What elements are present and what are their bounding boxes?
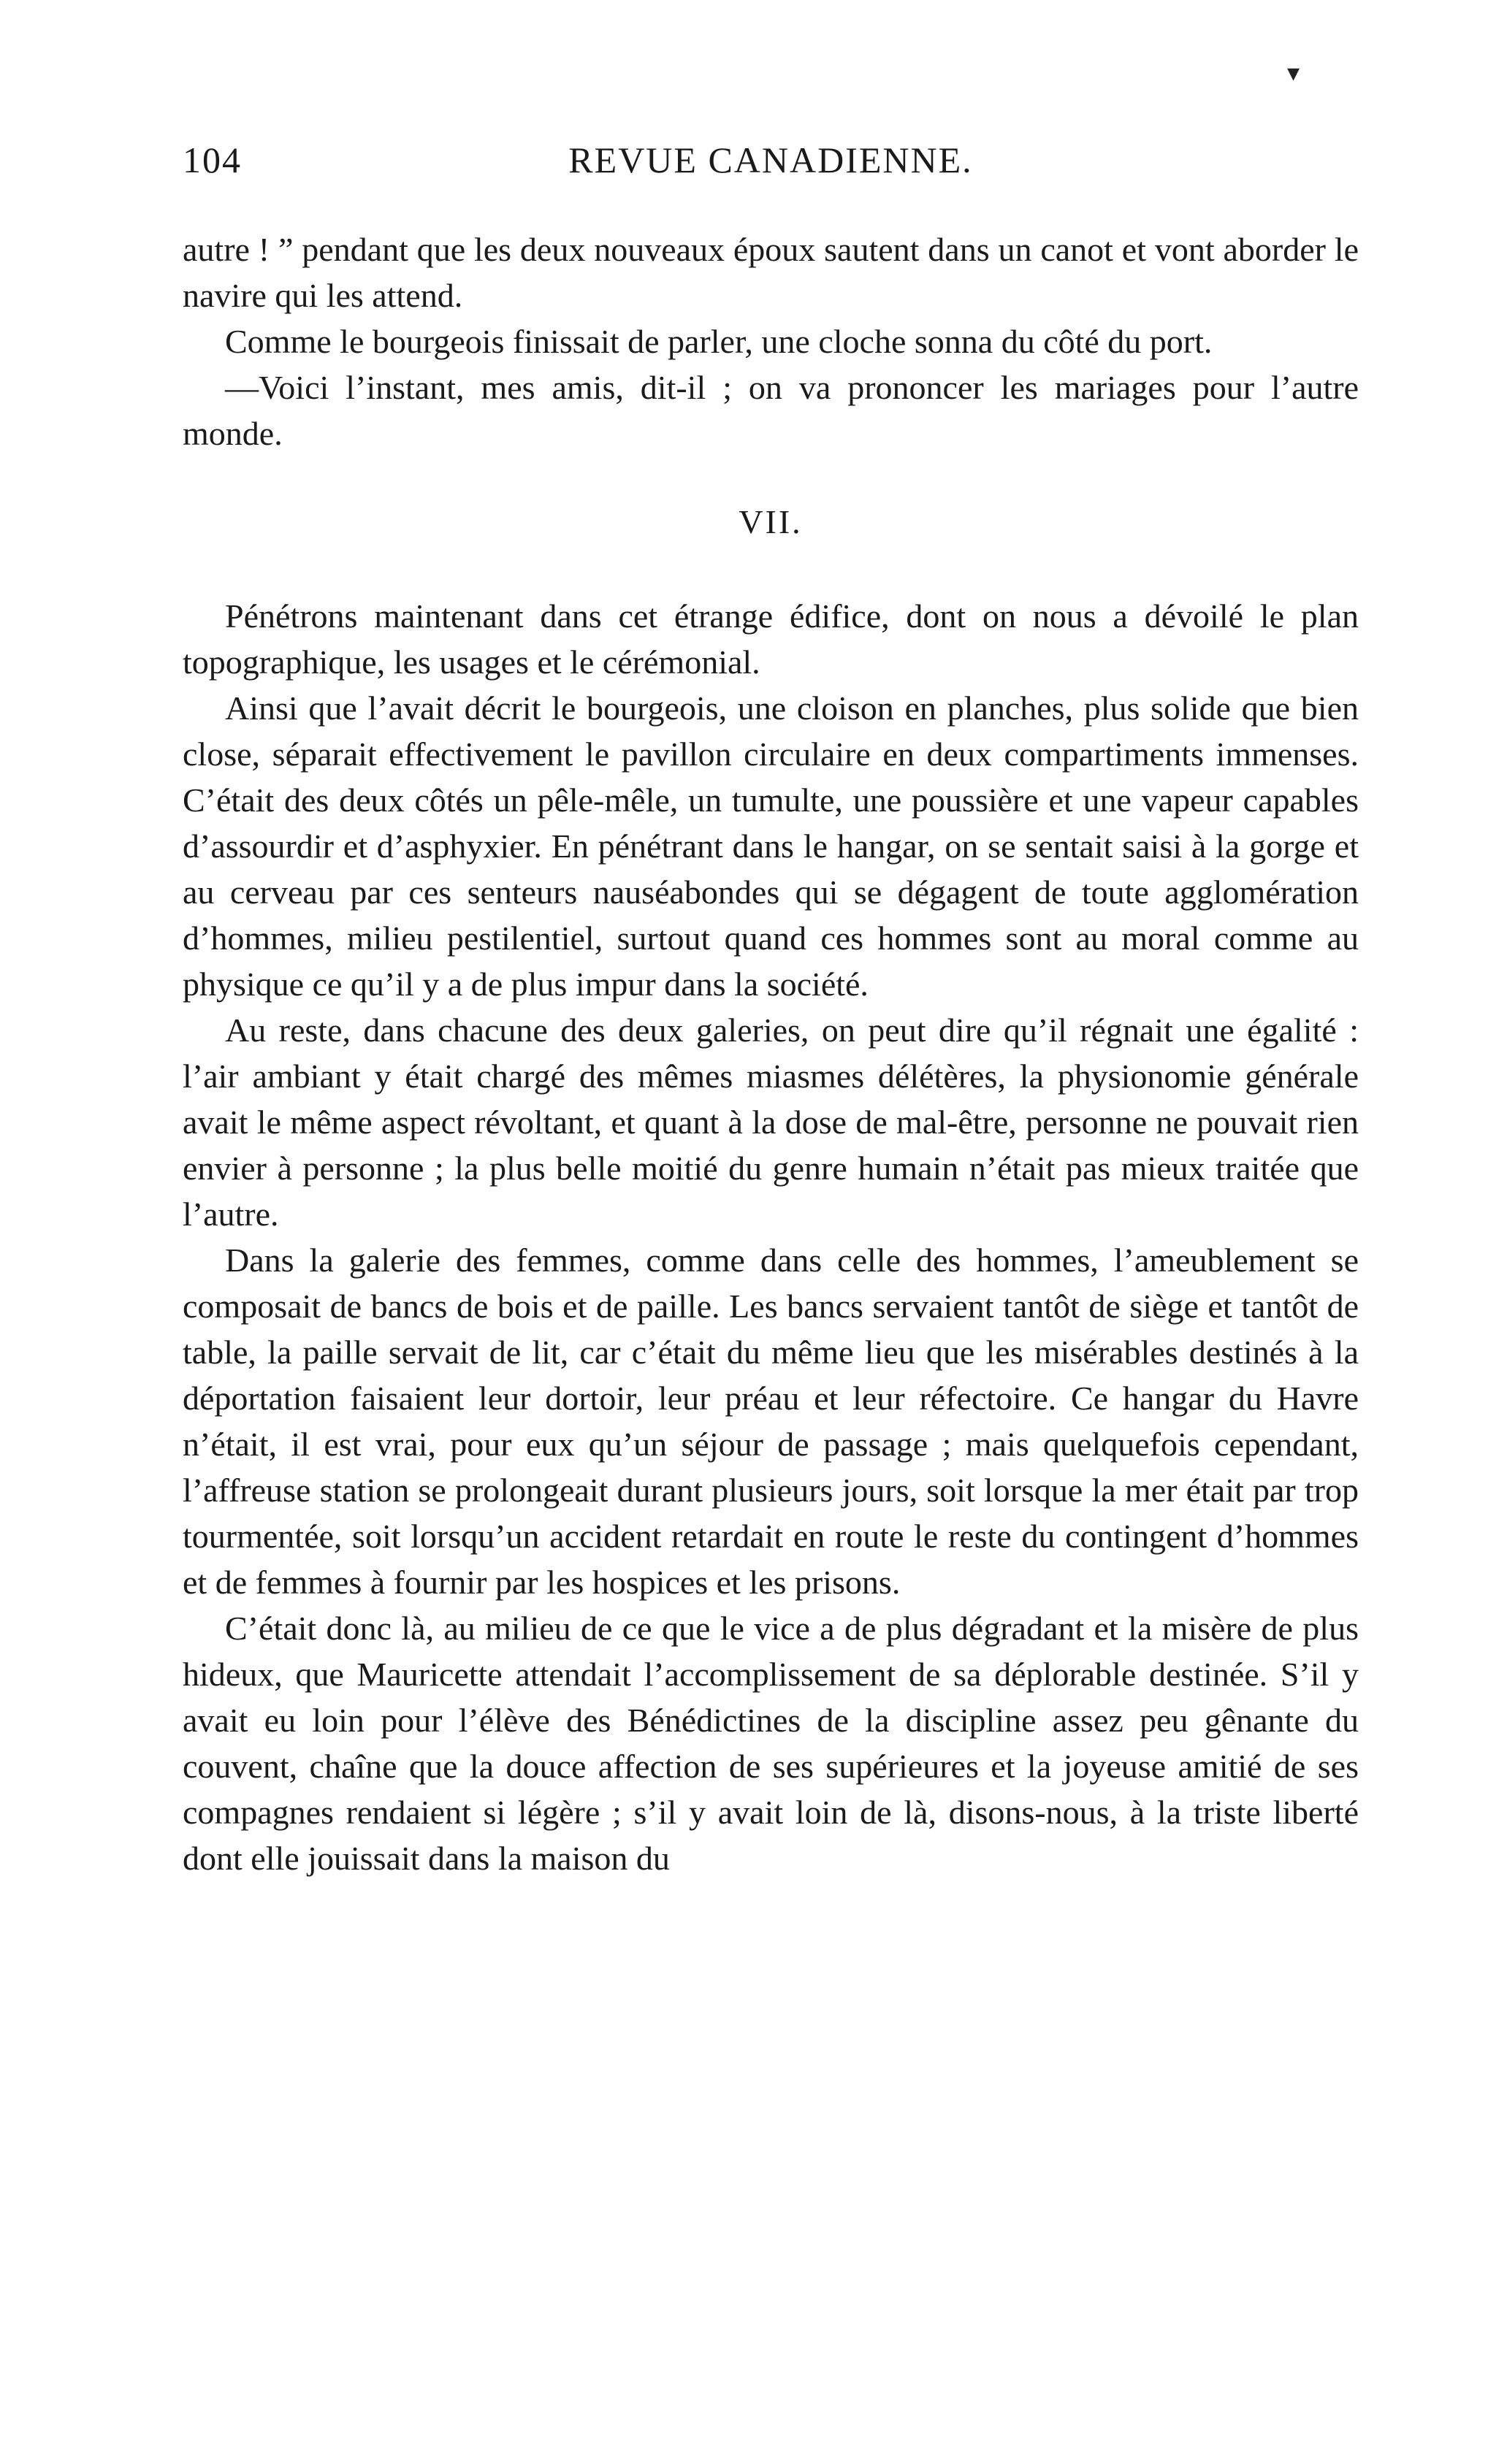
section-heading: VII. (739, 503, 803, 540)
paragraph: Au reste, dans chacune des deux galeries, on peut dire qu’il régnait une égalité : l’air ambiant y était chargé des mêmes miasmes délétères, la physionomie générale avait le même aspect révoltant, et quant à la dose de mal-être, personne ne pouvait rien envier à personne ; la plus belle moitié du genre humain n’était pas mieux traitée que l’autre. (183, 1011, 1359, 1233)
paragraph: —Voici l’instant, mes amis, dit-il ; on va prononcer les mariages pour l’autre monde. (183, 369, 1359, 452)
ink-speck: ▾ (1287, 60, 1300, 87)
paragraph: autre ! ” pendant que les deux nouveaux époux sautent dans un canot et vont aborder le navire qui les attend. (183, 231, 1359, 314)
page-number: 104 (183, 139, 242, 180)
running-head (183, 139, 1359, 197)
paragraph: Comme le bourgeois finissait de parler, une cloche sonna du côté du port. (225, 323, 1213, 360)
body-text (183, 226, 1359, 1881)
paragraph: Ainsi que l’avait décrit le bourgeois, une cloison en planches, plus solide que bien close, séparait effectivement le pavillon circulaire en deux compartiments immenses. C’était des deux côtés un pêle-mêle, un tumulte, une poussière et une vapeur capables d’assourdir et d’asphyxier. En pénétrant dans le hangar, on se sentait saisi à la gorge et au cerveau par ces senteurs nauséabondes qui se dégagent de toute agglomération d’hommes, milieu pestilentiel, surtout quand ces hommes sont au moral comme au physique ce qu’il y a de plus impur dans la société. (183, 689, 1359, 1003)
paragraph: Dans la galerie des femmes, comme dans celle des hommes, l’ameublement se composait de bancs de bois et de paille. Les bancs servaient tantôt de siège et tantôt de table, la paille servait de lit, car c’était du même lieu que les misérables destinés à la déportation faisaient leur dortoir, leur préau et leur réfectoire. Ce hangar du Havre n’était, il est vrai, pour eux qu’un séjour de passage ; mais quelquefois cependant, l’affreuse station se prolongeait durant plusieurs jours, soit lorsque la mer était par trop tourmentée, soit lorsqu’un accident retardait en route le reste du contingent d’hommes et de femmes à fournir par les hospices et les prisons. (183, 1241, 1359, 1601)
book-page (183, 139, 1359, 1881)
paragraph: Pénétrons maintenant dans cet étrange édifice, dont on nous a dévoilé le plan topographique, les usages et le cérémonial. (183, 597, 1359, 681)
paragraph: C’était donc là, au milieu de ce que le vice a de plus dégradant et la misère de plus hideux, que Mauricette attendait l’accomplissement de sa déplorable destinée. S’il y avait eu loin pour l’élève des Bénédictines de la discipline assez peu gênante du couvent, chaîne que la douce affection de ses supérieures et la joyeuse amitié de ses compagnes rendaient si légère ; s’il y avait loin de là, disons-nous, à la triste liberté dont elle jouissait dans la maison du (183, 1610, 1359, 1877)
journal-title: REVUE CANADIENNE. (568, 139, 973, 180)
